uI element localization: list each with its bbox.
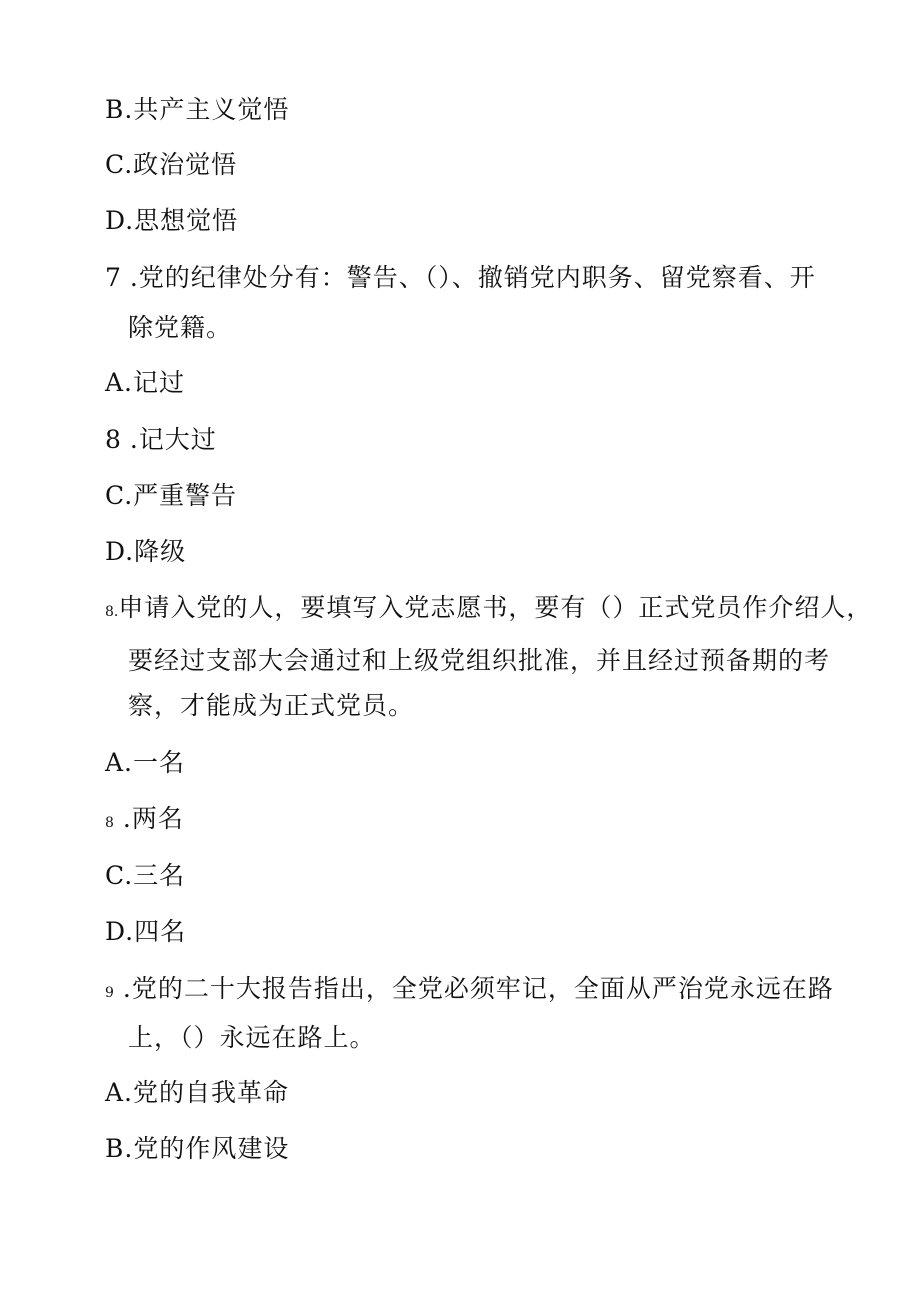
question-8-line-3 — [128, 690, 414, 722]
option-c-political-consciousness — [105, 149, 237, 181]
question-number: 8. — [105, 604, 119, 620]
option-number: 8 — [105, 815, 114, 831]
question-text: .党的纪律处分有：警告、（）、撤销党内职务、留党察看、开 — [120, 263, 816, 292]
option-text: .两名 — [113, 804, 184, 833]
option-text: B.共产主义觉悟 — [105, 95, 290, 124]
question-number: 7 — [105, 263, 121, 292]
question-7-line-1 — [105, 262, 816, 294]
option-text: B.党的作风建设 — [105, 1134, 290, 1163]
question-9-line-1 — [105, 973, 834, 1009]
question-9-line-2 — [128, 1022, 376, 1054]
option-text: .记大过 — [120, 425, 217, 454]
question-text: 申请入党的人，要填写入党志愿书，要有（）正式党员作介绍人， — [118, 593, 873, 622]
option-text: D.思想觉悟 — [105, 206, 239, 235]
option-text: D.降级 — [105, 537, 187, 566]
question-number: 9 — [105, 985, 114, 1001]
option-a-one — [105, 747, 185, 779]
question-text: .党的二十大报告指出，全党必须牢记，全面从严治党永远在路 — [113, 974, 834, 1003]
option-c-serious-warning — [105, 480, 237, 512]
question-text: 要经过支部大会通过和上级党组织批准，并且经过预备期的考 — [128, 646, 831, 675]
option-c-three — [105, 860, 185, 892]
question-text: 上，（）永远在路上。 — [128, 1023, 376, 1052]
option-text: C.三名 — [105, 861, 186, 890]
question-7-line-2 — [128, 312, 232, 344]
option-a-self-revolution — [105, 1077, 289, 1109]
question-8-line-2 — [128, 645, 830, 677]
option-d-ideological-consciousness — [105, 205, 238, 237]
option-text: A.党的自我革命 — [105, 1078, 290, 1107]
option-d-demotion — [105, 536, 186, 568]
option-b-two — [105, 803, 184, 839]
option-text: C.政治觉悟 — [105, 150, 238, 179]
option-b-work-style — [105, 1133, 289, 1165]
question-text: 除党籍。 — [128, 313, 233, 342]
option-b-communist-consciousness — [105, 94, 289, 126]
option-text: C.严重警告 — [105, 481, 238, 510]
option-text: A.一名 — [105, 748, 186, 777]
option-text: A.记过 — [105, 368, 186, 397]
option-text: D.四名 — [105, 917, 187, 946]
option-d-four — [105, 916, 186, 948]
option-number: 8 — [105, 425, 121, 454]
option-a-demerit — [105, 367, 185, 399]
question-8-line-1 — [105, 592, 872, 628]
option-b-major-demerit — [105, 424, 217, 456]
question-text: 察，才能成为正式党员。 — [128, 691, 415, 720]
